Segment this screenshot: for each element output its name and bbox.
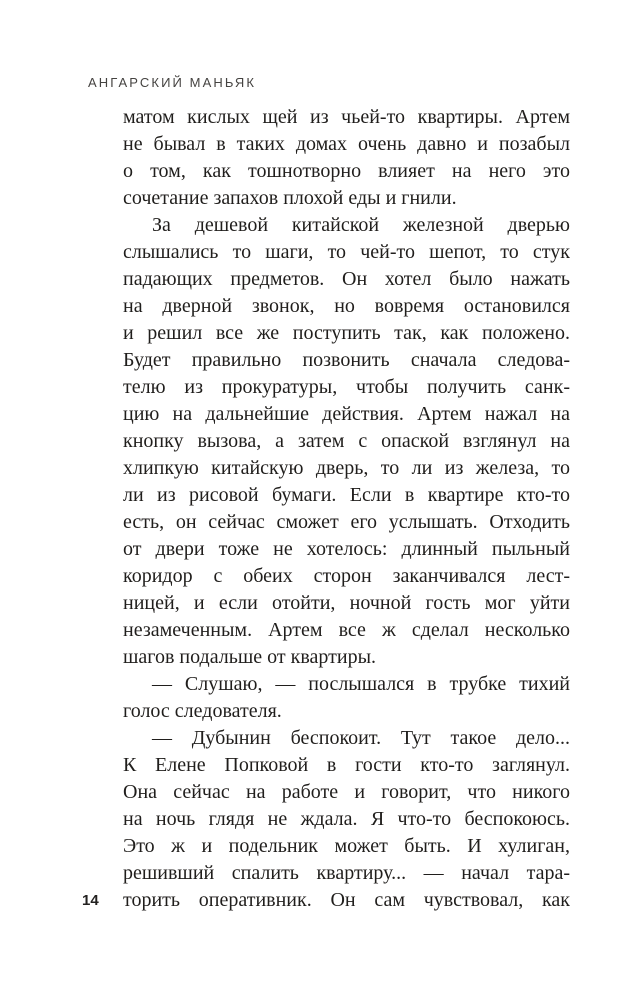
text-line: матом кислых щей из чьей-то квартиры. Артем <box>123 106 570 128</box>
text-line: падающих предметов. Он хотел было нажать <box>123 268 570 290</box>
text-line: ницей, и если отойти, ночной гость мог уйти <box>123 592 570 614</box>
text-line: сочетание запахов плохой еды и гнили. <box>123 187 457 209</box>
text-line: — Дубынин беспокоит. Тут такое дело... <box>152 727 570 749</box>
paragraph <box>123 725 570 914</box>
text-line: Это ж и подельник может быть. И хулиган, <box>123 835 570 857</box>
paragraph <box>123 671 570 725</box>
text-line: о том, как тошнотворно влияет на него это <box>123 160 570 182</box>
text-line: на дверной звонок, но вовремя остановился <box>123 295 570 317</box>
text-line: К Елене Попковой в гости кто-то заглянул. <box>123 754 570 776</box>
text-line: решивший спалить квартиру... — начал тара- <box>123 862 570 884</box>
text-line: не бывал в таких домах очень давно и позабыл <box>123 133 570 155</box>
text-line: Она сейчас на работе и говорит, что никого <box>123 781 570 803</box>
text-line: голос следователя. <box>123 700 282 722</box>
text-line: Будет правильно позвонить сначала следова- <box>123 349 570 371</box>
text-line: от двери тоже не хотелось: длинный пыльный <box>123 538 570 560</box>
text-line: телю из прокуратуры, чтобы получить санк- <box>123 376 570 398</box>
text-line: незамеченным. Артем все ж сделал несколько <box>123 619 570 641</box>
body-text-block <box>123 104 570 914</box>
text-line: — Слушаю, — послышался в трубке тихий <box>152 673 570 695</box>
text-line: кнопку вызова, а затем с опаской взглянул на <box>123 430 570 452</box>
text-line: За дешевой китайской железной дверью <box>152 214 570 236</box>
text-line: хлипкую китайскую дверь, то ли из железа, то <box>123 457 570 479</box>
text-line: слышались то шаги, то чей-то шепот, то стук <box>123 241 570 263</box>
text-line: на ночь глядя не ждала. Я что-то беспокоюсь. <box>123 808 570 830</box>
paragraph <box>123 212 570 671</box>
page-number: 14 <box>82 892 99 909</box>
text-line: коридор с обеих сторон заканчивался лест- <box>123 565 570 587</box>
text-line: цию на дальнейшие действия. Артем нажал на <box>123 403 570 425</box>
text-line: ли из рисовой бумаги. Если в квартире кто-то <box>123 484 570 506</box>
paragraph <box>123 104 570 212</box>
text-line: есть, он сейчас сможет его услышать. Отходить <box>123 511 570 533</box>
text-line: и решил все же поступить так, как положено. <box>123 322 570 344</box>
running-header: АНГАРСКИЙ МАНЬЯК <box>88 75 257 90</box>
text-line: шагов подальше от квартиры. <box>123 646 377 668</box>
text-line: торить оперативник. Он сам чувствовал, как <box>123 889 570 911</box>
